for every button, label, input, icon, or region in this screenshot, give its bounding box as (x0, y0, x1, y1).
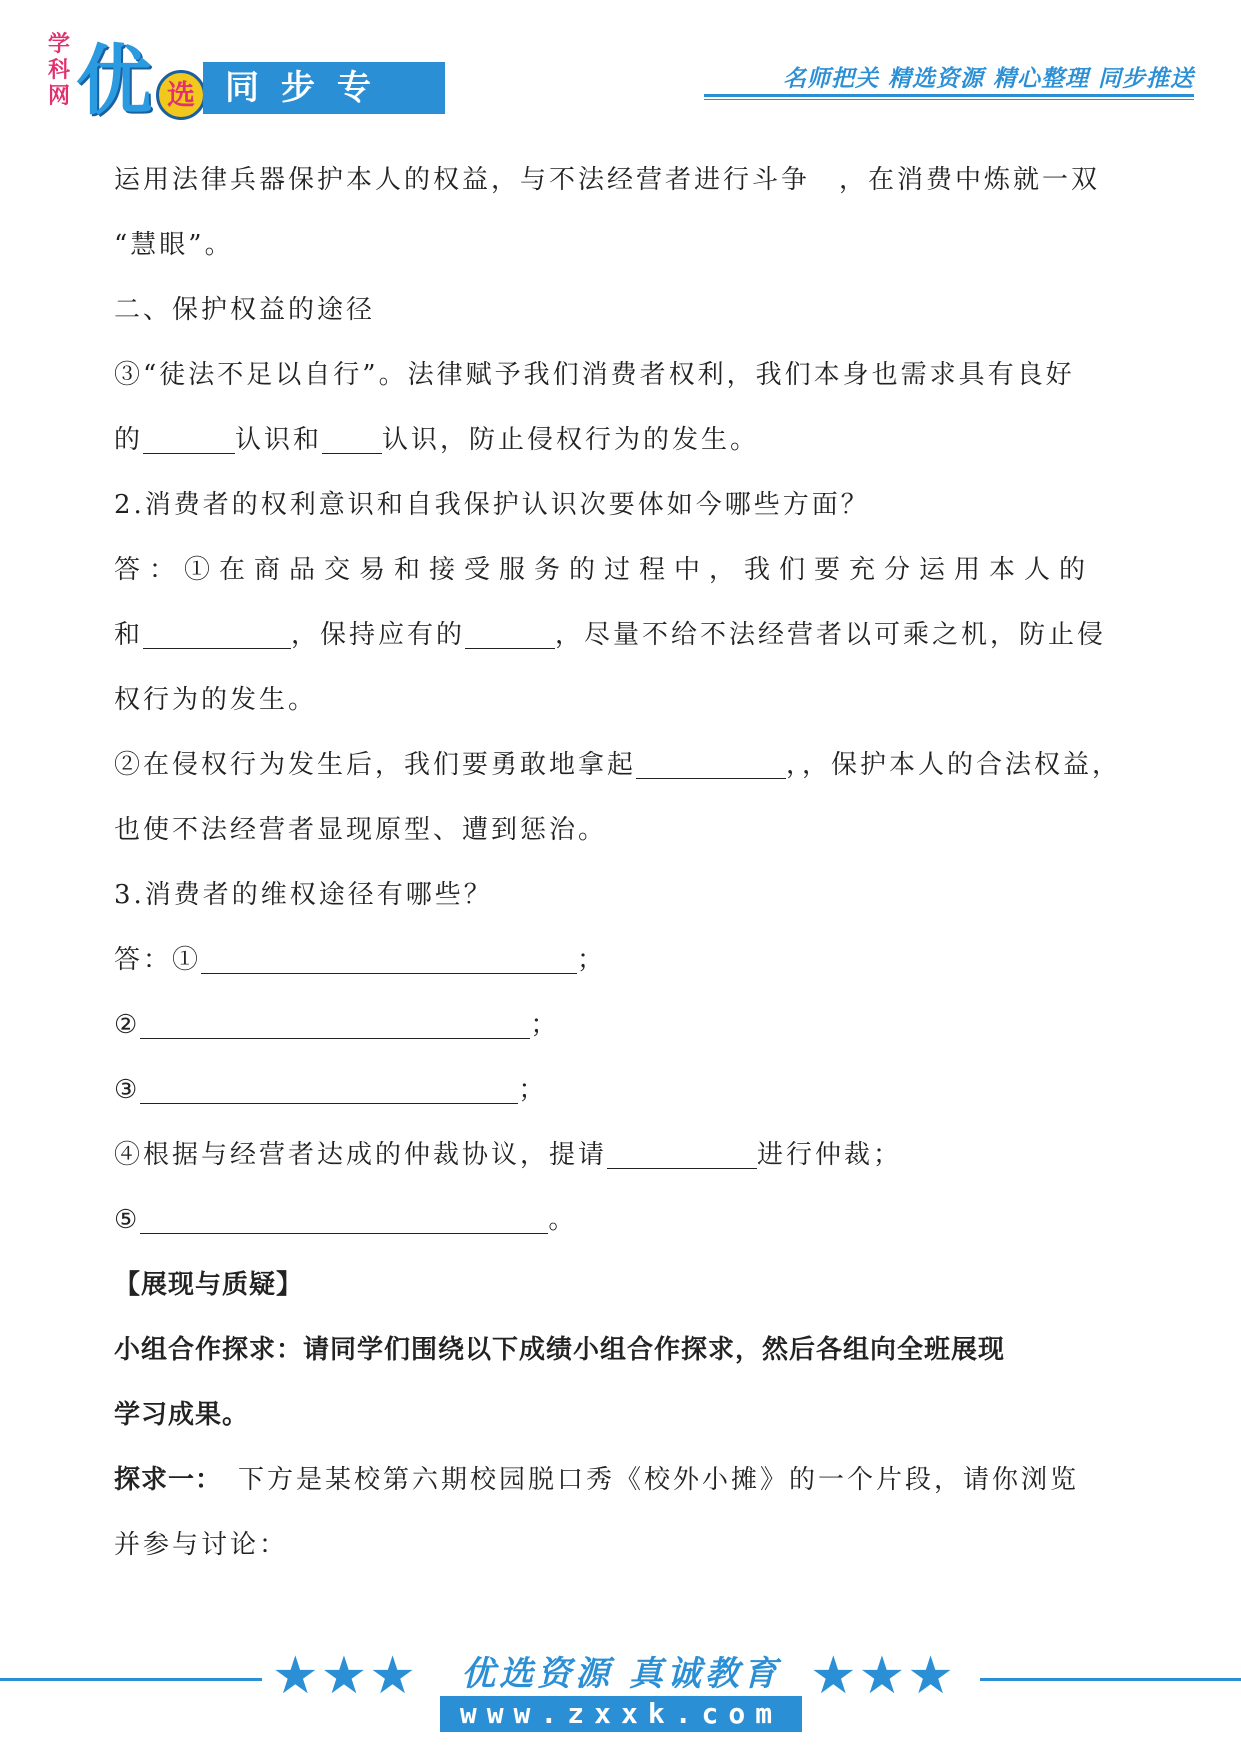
text-line: 答：①在商品交易和接受服务的过程中，我们要充分运用本人的 (114, 555, 1095, 585)
logo-stack-text: 学 科 网 (47, 32, 70, 109)
answer-line: ④根据与经营者达成的仲裁协议，提请 进行仲裁； (114, 1140, 903, 1170)
footer-url-link[interactable]: www.zxxk.com (440, 1696, 802, 1732)
text-line: 权行为的发生。 (114, 685, 318, 715)
text-line: “慧眼”。 (114, 230, 234, 260)
text-line: 的 认识和 认识，防止侵权行为的发生。 (114, 425, 760, 455)
answer-line: 答：① ； (114, 945, 607, 975)
star-icon: ★★★ (810, 1646, 956, 1706)
text-line: 探求一： 下方是某校第六期校园脱口秀《校外小摊》的一个片段，请你浏览 (114, 1465, 1080, 1495)
task-instruction: 小组合作探求：请同学们围绕以下成绩小组合作探求，然后各组向全班展现 (114, 1335, 1006, 1365)
fill-blank[interactable] (322, 425, 382, 454)
text-line: 并参与讨论： (114, 1530, 289, 1560)
fill-blank[interactable] (607, 1140, 757, 1169)
fill-blank[interactable] (140, 1075, 518, 1104)
text-line: ③“徒法不足以自行”。法律赋予我们消费者权利，我们本身也需求具有良好 (114, 360, 1075, 390)
task-instruction: 学习成果。 (114, 1400, 250, 1430)
fill-blank[interactable] (140, 1205, 548, 1234)
text-line: 和 ，保持应有的 ，尽量不给不法经营者以可乘之机，防止侵 (114, 620, 1107, 650)
header-slogan: 名师把关 精选资源 精心整理 同步推送 (782, 66, 1194, 92)
answer-line: ⑤ 。 (114, 1205, 578, 1235)
text-line: 运用法律兵器保护本人的权益，与不法经营者进行斗争 ，在消费中炼就一双 (114, 165, 1101, 195)
task-label: 探求一： (114, 1465, 210, 1495)
fill-blank[interactable] (201, 945, 577, 974)
fill-blank[interactable] (636, 750, 786, 779)
fill-blank[interactable] (140, 1010, 530, 1039)
question-heading: 3.消费者的维权途径有哪些？ (114, 880, 493, 910)
footer-rule-right (980, 1678, 1241, 1681)
fill-blank[interactable] (465, 620, 555, 649)
page-footer (0, 1640, 1241, 1740)
section-heading: 二、保护权益的途径 (114, 295, 376, 325)
footer-title: 优选资源 真诚教育 (461, 1654, 781, 1694)
fill-blank[interactable] (143, 425, 235, 454)
star-icon: ★★★ (272, 1646, 418, 1706)
question-heading: 2.消费者的权利意识和自我保护认识次要体如今哪些方面？ (114, 490, 870, 520)
text-line: 也使不法经营者显现原型、遭到惩治。 (114, 815, 608, 845)
logo-big-glyph: 优 (76, 36, 146, 125)
logo-badge: 选 (156, 70, 206, 120)
answer-line: ③ ； (114, 1075, 548, 1105)
slogan-underline (704, 94, 1194, 97)
zxxk-logo[interactable] (44, 26, 204, 125)
answer-line: ② ； (114, 1010, 560, 1040)
section-banner: 同步专区 (203, 62, 445, 114)
section-heading: 【展现与质疑】 (114, 1270, 304, 1300)
fill-blank[interactable] (143, 620, 291, 649)
slogan-underline-thin (704, 99, 1194, 100)
footer-rule-left (0, 1678, 262, 1681)
page-header (0, 0, 1241, 160)
text-line: ②在侵权行为发生后，我们要勇敢地拿起 ，，保护本人的合法权益， (114, 750, 1122, 780)
